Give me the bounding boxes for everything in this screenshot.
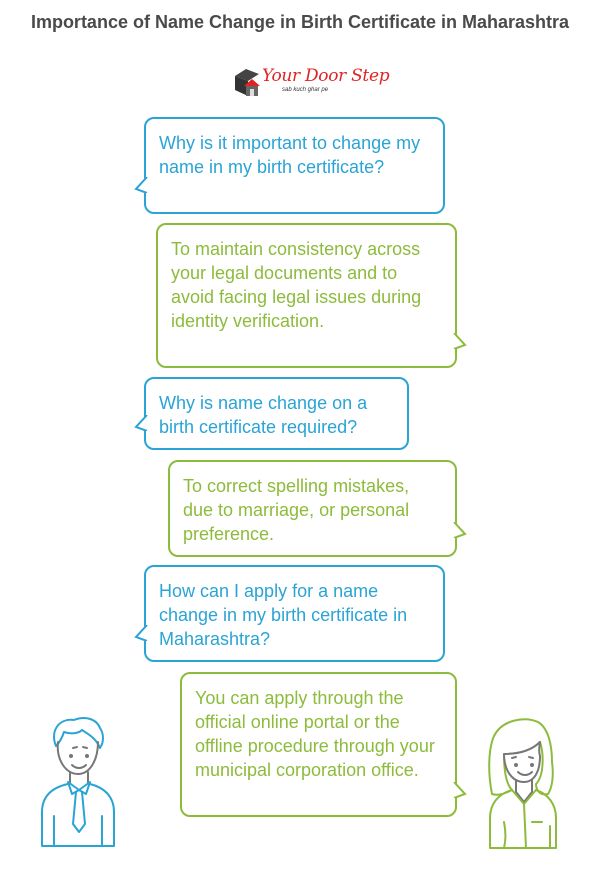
answer-bubble-3 xyxy=(180,672,457,817)
answer-bubble-1 xyxy=(156,223,457,368)
page-title: Importance of Name Change in Birth Certificate in Maharashtra xyxy=(30,12,570,32)
answer-text: To correct spelling mistakes, due to marriage, or personal preference. xyxy=(183,476,410,544)
bubble-tail xyxy=(453,333,467,349)
brand-logo xyxy=(232,66,390,100)
man-avatar xyxy=(38,712,118,852)
question-bubble-3 xyxy=(144,565,445,662)
question-text: How can I apply for a name change in my birth certificate in Maharashtra? xyxy=(159,581,408,649)
question-bubble-1 xyxy=(144,117,445,214)
woman-avatar xyxy=(482,714,562,854)
brand-name: Your Door Step xyxy=(262,66,390,86)
question-text: Why is it important to change my name in my birth certificate? xyxy=(159,133,421,177)
brand-tagline: sab kuch ghar pe xyxy=(282,87,329,93)
question-bubble-2 xyxy=(144,377,409,450)
answer-text: You can apply through the official online portal or the offline procedure through your municipal corporation office. xyxy=(195,688,435,780)
question-text: Why is name change on a birth certificate required? xyxy=(159,393,368,437)
bubble-tail xyxy=(134,177,148,193)
answer-bubble-2 xyxy=(168,460,457,557)
bubble-tail xyxy=(453,782,467,798)
bubble-tail xyxy=(453,522,467,538)
answer-text: To maintain consistency across your legal documents and to avoid facing legal issues during identity verification. xyxy=(171,239,422,331)
bubble-tail xyxy=(134,625,148,641)
bubble-tail xyxy=(134,415,148,431)
house-icon xyxy=(232,66,262,98)
